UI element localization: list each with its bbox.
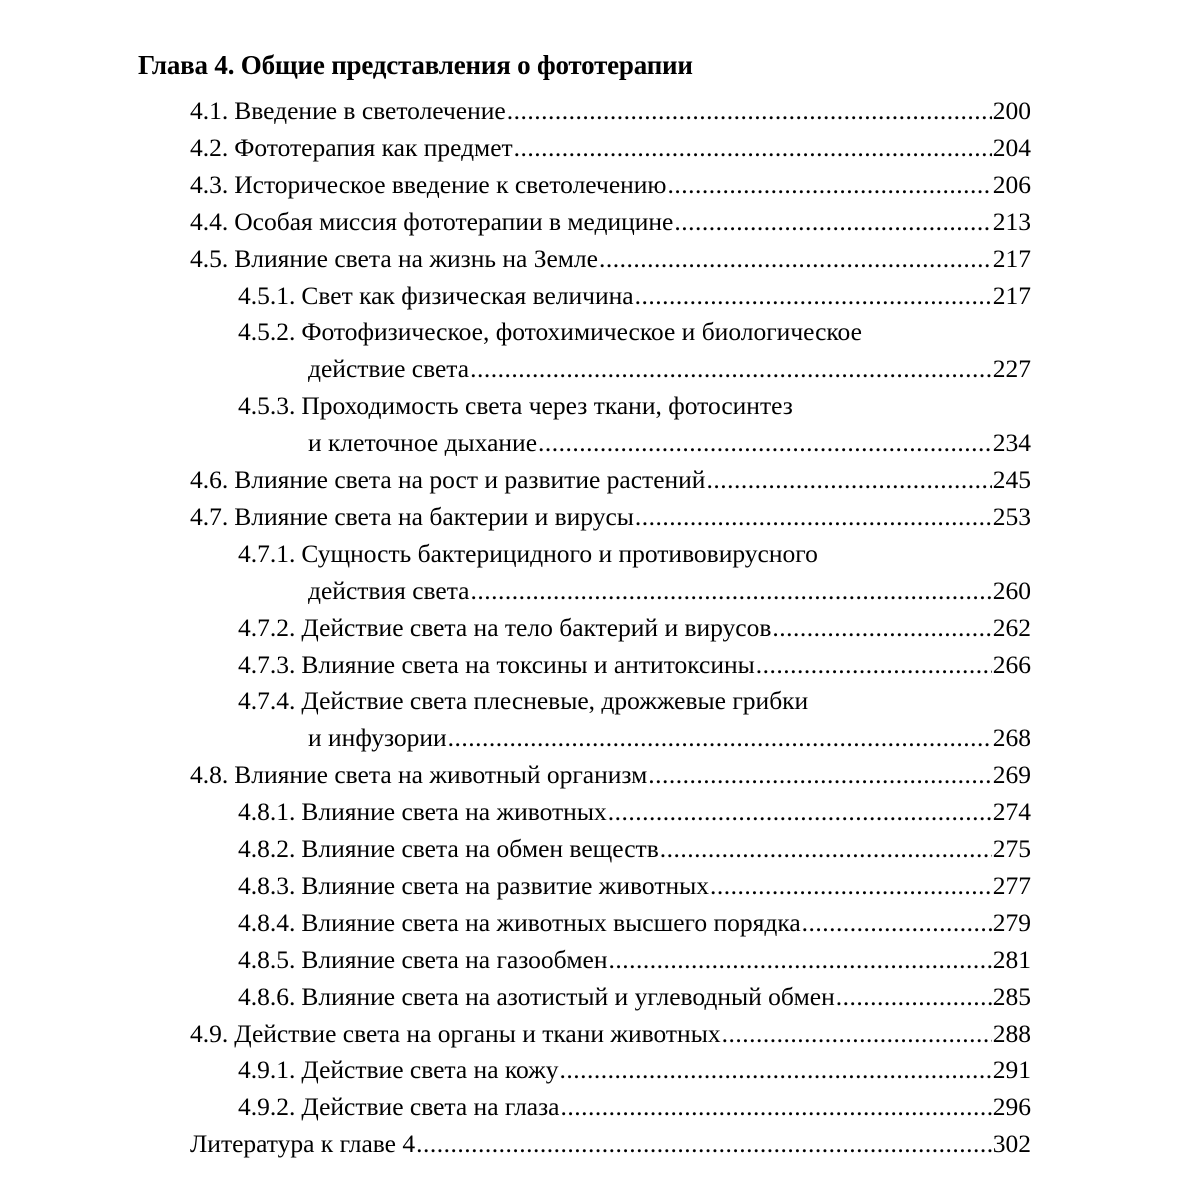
- toc-page-number: 227: [992, 354, 1031, 384]
- toc-page-number: 234: [992, 428, 1031, 458]
- dot-leader: [471, 572, 992, 609]
- toc-entry-title: Влияние света на развитие животных: [301, 870, 710, 900]
- toc-entry: [238, 277, 1031, 314]
- toc-entry: [190, 756, 1031, 793]
- toc-entry-title: Действие света на органы и ткани животных: [234, 1018, 721, 1048]
- toc-entry: [190, 166, 1031, 203]
- toc-page-number: 213: [992, 206, 1031, 236]
- toc-entry-title: Сущность бактерицидного и противовирусного: [301, 538, 818, 568]
- toc-entry-number: 4.7.1.: [238, 538, 296, 568]
- toc-entry-title: Влияние света на животных: [301, 797, 607, 827]
- toc-entry-number: 4.6.: [190, 465, 229, 494]
- toc-page-number: 277: [992, 870, 1031, 900]
- toc-entry-title: Проходимость света через ткани, фотосинтез: [301, 391, 793, 421]
- dot-leader: [635, 277, 992, 314]
- toc-page-number: 262: [992, 612, 1031, 642]
- toc-entry-number: 4.8.3.: [238, 870, 296, 900]
- toc-page-number: 269: [992, 760, 1031, 790]
- dot-leader: [514, 129, 992, 166]
- toc-entry-continuation: [308, 350, 1031, 387]
- dot-leader: [722, 1015, 992, 1052]
- toc-entry-number: 4.7.3.: [238, 649, 296, 679]
- toc-entry: [190, 203, 1031, 240]
- dot-leader: [667, 166, 991, 203]
- toc-entry: [190, 92, 1031, 129]
- toc-entry-title: Влияние света на жизнь на Земле: [234, 243, 598, 273]
- toc-entry-number: 4.9.1.: [238, 1055, 296, 1085]
- dot-leader: [561, 1088, 992, 1125]
- toc-entry: [238, 1088, 1031, 1125]
- toc-entry-number: 4.5.3.: [238, 391, 296, 421]
- toc-entry-continuation: [308, 424, 1031, 461]
- dot-leader: [448, 719, 992, 756]
- toc-entry-number: 4.7.: [190, 501, 229, 531]
- toc-entry-number: 4.8.4.: [238, 907, 296, 937]
- toc-entry-title: Влияние света на животный организм: [234, 760, 648, 790]
- toc-entry-title: Влияние света на рост и развитие растений: [234, 465, 706, 494]
- toc-entry-number: 4.1.: [190, 96, 229, 125]
- toc-entry-title: Особая миссия фототерапии в медицине: [234, 206, 674, 236]
- toc-entry-continuation: [308, 572, 1031, 609]
- dot-leader: [599, 240, 992, 277]
- toc-entry-number: 4.7.2.: [238, 612, 296, 642]
- toc-page-number: 275: [992, 834, 1031, 863]
- dot-leader: [608, 793, 992, 830]
- toc-entry: [190, 129, 1031, 166]
- toc-page-number: 206: [992, 169, 1031, 199]
- chapter-title: Глава 4. Общие представления о фототерапии: [138, 50, 693, 80]
- toc-entry-number: 4.9.: [190, 1018, 229, 1048]
- toc-entry-number: 4.9.2.: [238, 1092, 296, 1122]
- toc-entry-number: 4.8.6.: [238, 981, 296, 1011]
- toc-entry-title: Действие света на тело бактерий и вирусов: [301, 612, 772, 642]
- toc-entry: [190, 498, 1031, 535]
- toc-page-number: 274: [992, 797, 1031, 827]
- toc-entry: [238, 535, 1031, 572]
- toc-entry: [190, 1015, 1031, 1052]
- toc-entry: [238, 682, 1031, 719]
- toc-entry-number: 4.5.2.: [238, 317, 296, 347]
- toc-entry: [238, 867, 1031, 904]
- toc-entry-title: Влияние света на бактерии и вирусы: [234, 501, 634, 531]
- toc-page-number: 296: [992, 1092, 1031, 1122]
- dot-leader: [710, 867, 992, 904]
- dot-leader: [660, 830, 992, 867]
- toc-entry-number: 4.5.1.: [238, 280, 296, 310]
- toc-entry-title: Влияние света на азотистый и углеводный обмен: [301, 981, 835, 1011]
- toc-entry: [238, 793, 1031, 830]
- toc-entry: [238, 313, 1031, 350]
- dot-leader: [772, 609, 991, 646]
- toc-entry: [238, 830, 1031, 867]
- toc-entry-number: 4.5.: [190, 243, 229, 273]
- toc-entry-number: 4.7.4.: [238, 686, 296, 716]
- toc-page-number: 204: [992, 132, 1031, 162]
- toc-entry-number: 4.8.2.: [238, 834, 296, 863]
- dot-leader: [470, 350, 992, 387]
- toc-page-number: 285: [992, 981, 1031, 1011]
- toc-entry-title-cont: и клеточное дыхание: [308, 428, 538, 458]
- toc-entry-number: 4.8.: [190, 760, 229, 790]
- toc-entry-title: Действие света на глаза: [301, 1092, 560, 1122]
- dot-leader: [674, 203, 991, 240]
- toc-entry-title: Действие света на кожу: [301, 1055, 559, 1085]
- toc-entry-title: Свет как физическая величина: [301, 280, 634, 310]
- dot-leader: [538, 424, 992, 461]
- toc-page-number: 268: [992, 723, 1031, 753]
- toc-page-number: 288: [992, 1018, 1031, 1048]
- dot-leader: [635, 498, 992, 535]
- toc-entry-title: Действие света плесневые, дрожжевые грибки: [301, 686, 809, 716]
- toc-entry-title: Влияние света на обмен веществ: [301, 834, 659, 863]
- dot-leader: [756, 646, 992, 683]
- toc-entry: [190, 240, 1031, 277]
- toc-page-number: 260: [992, 575, 1031, 605]
- dot-leader: [648, 756, 991, 793]
- toc-entry: [238, 1051, 1031, 1088]
- toc-entry: [238, 904, 1031, 941]
- dot-leader: [507, 92, 992, 129]
- dot-leader: [559, 1051, 991, 1088]
- toc-page-number: 217: [992, 280, 1031, 310]
- dot-leader: [836, 978, 992, 1015]
- dot-leader: [416, 1125, 992, 1162]
- toc-entry-title: Фототерапия как предмет: [234, 132, 513, 162]
- toc-entry: [238, 609, 1031, 646]
- toc-entry: [238, 941, 1031, 978]
- toc-entry-number: 4.2.: [190, 132, 229, 162]
- toc-entry: [238, 646, 1031, 683]
- toc-entry: [190, 461, 1031, 498]
- toc-entry: [190, 1125, 1031, 1162]
- toc-page-number: 200: [992, 96, 1031, 125]
- toc-entry-continuation: [308, 719, 1031, 756]
- toc-entry-title: Историческое введение к светолечению: [234, 169, 667, 199]
- toc-entry-number: 4.4.: [190, 206, 229, 236]
- toc-entry: [238, 978, 1031, 1015]
- toc-page-number: 245: [992, 465, 1031, 494]
- toc-entry-number: 4.3.: [190, 169, 229, 199]
- toc-entry-title: Влияние света на токсины и антитоксины: [301, 649, 755, 679]
- toc-entry-number: 4.8.1.: [238, 797, 296, 827]
- toc-page-number: 279: [992, 907, 1031, 937]
- dot-leader: [706, 461, 991, 498]
- dot-leader: [609, 941, 992, 978]
- toc-page-number: 266: [992, 649, 1031, 679]
- toc-entry-number: 4.8.5.: [238, 944, 296, 974]
- toc-page-number: 253: [992, 501, 1031, 531]
- toc-entry-title-cont: действия света: [308, 575, 470, 605]
- toc-entry-title: Влияние света на газообмен: [301, 944, 608, 974]
- dot-leader: [802, 904, 992, 941]
- toc-page-number: 281: [992, 944, 1031, 974]
- toc-entry-title: Влияние света на животных высшего порядка: [301, 907, 801, 937]
- toc-entry: [238, 387, 1031, 424]
- toc-entry-title-cont: действие света: [308, 354, 470, 384]
- toc-page-number: 291: [992, 1055, 1031, 1085]
- toc-entry-title: Введение в светолечение: [234, 96, 506, 125]
- toc-entry-title: Фотофизическое, фотохимическое и биологическое: [301, 317, 862, 347]
- toc-page-number: 302: [992, 1129, 1031, 1159]
- toc-page-number: 217: [992, 243, 1031, 273]
- toc-entry-title: Литература к главе 4: [190, 1129, 416, 1159]
- toc-entry-title-cont: и инфузории: [308, 723, 447, 753]
